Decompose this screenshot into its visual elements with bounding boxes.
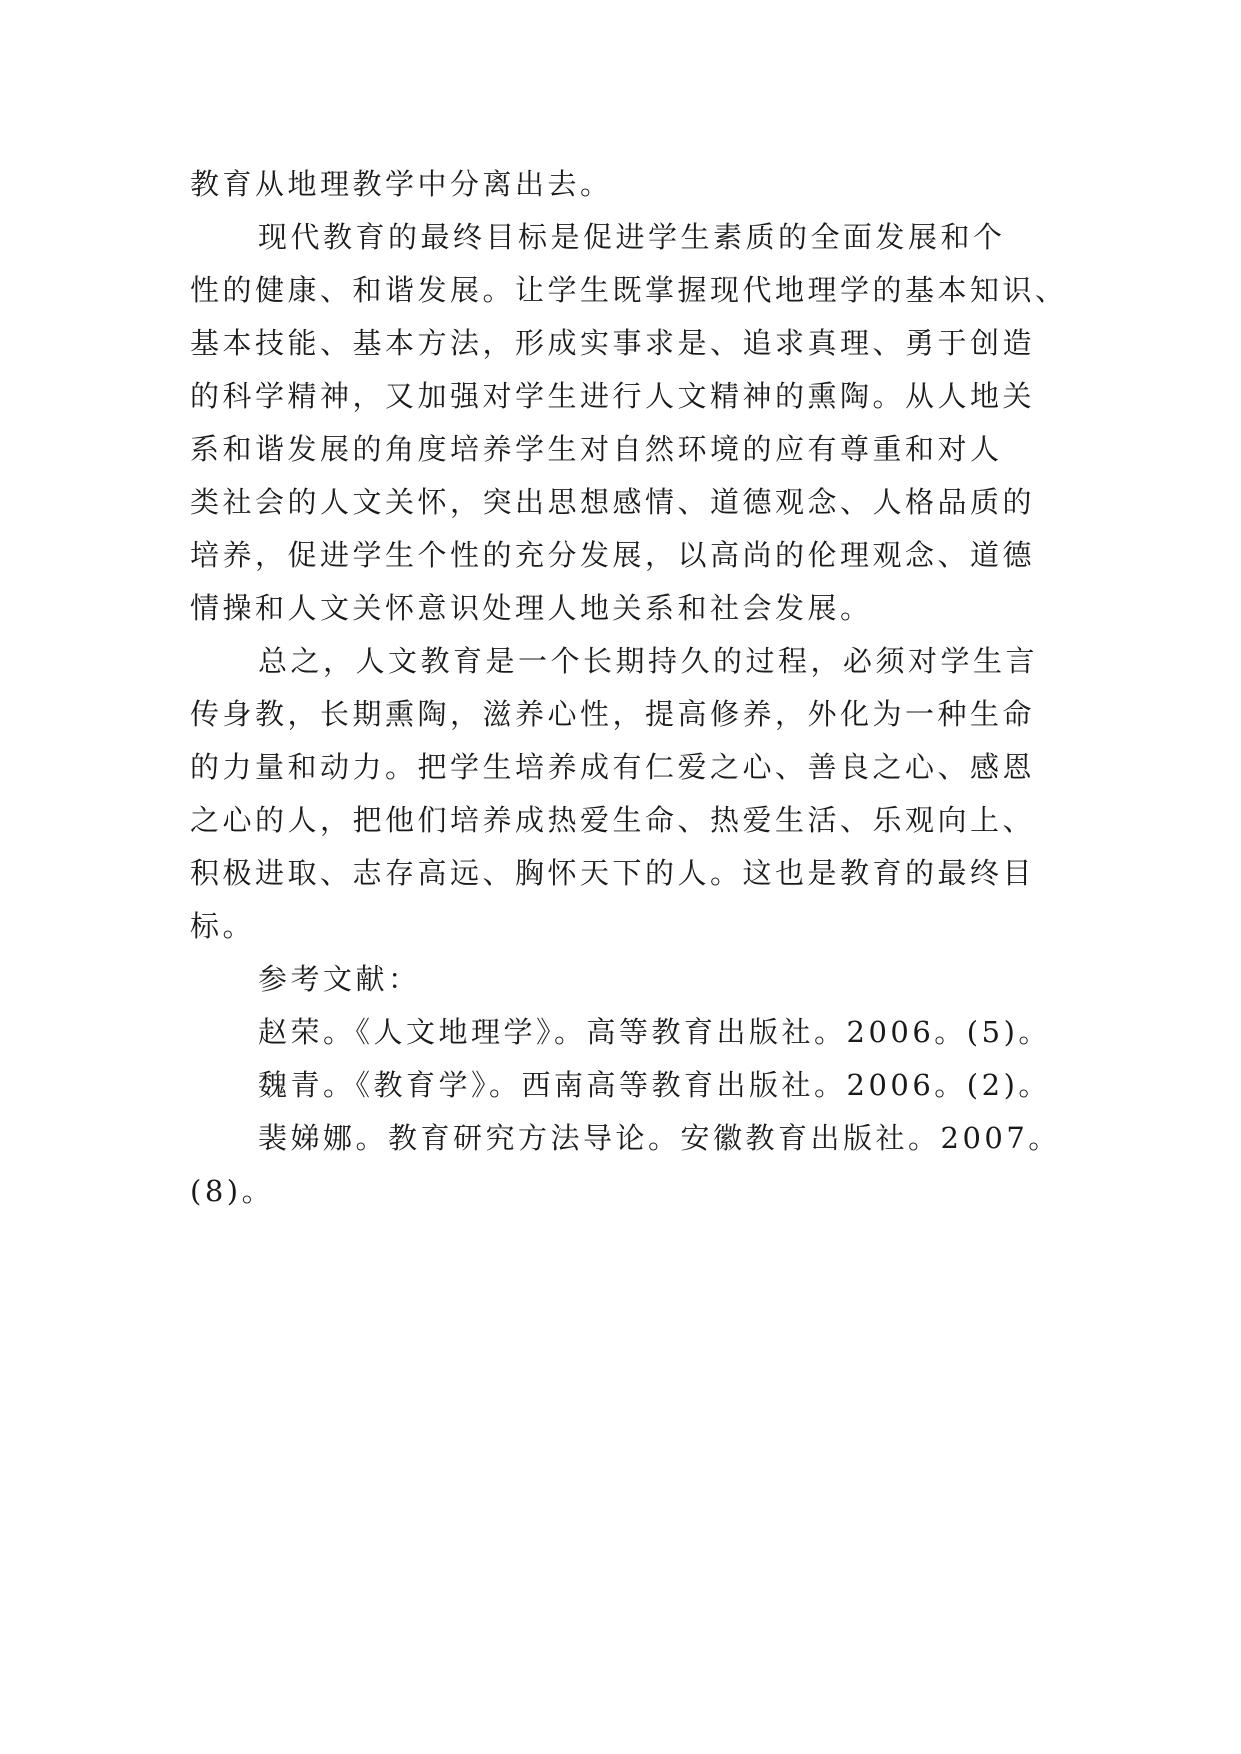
text-line: 传身教，长期熏陶，滋养心性，提高修养，外化为一种生命 xyxy=(190,697,1036,731)
paragraph-continuation xyxy=(190,158,1058,211)
text-line: 总之，人文教育是一个长期持久的过程，必须对学生言 xyxy=(258,644,1039,678)
text-line: 性的健康、和谐发展。让学生既掌握现代地理学的基本知识、 xyxy=(190,273,1068,307)
text-line: 的科学精神，又加强对学生进行人文精神的熏陶。从人地关 xyxy=(190,379,1036,413)
text-line: 现代教育的最终目标是促进学生素质的全面发展和个 xyxy=(258,220,1006,254)
reference-item: 裴娣娜。教育研究方法导论。安徽教育出版社。2007。 xyxy=(258,1121,1061,1155)
text-line: 基本技能、基本方法，形成实事求是、追求真理、勇于创造 xyxy=(190,326,1036,360)
text-line: 之心的人，把他们培养成热爱生命、热爱生活、乐观向上、 xyxy=(190,803,1036,837)
references-title: 参考文献： xyxy=(258,962,421,996)
text-line: 类社会的人文关怀，突出思想感情、道德观念、人格品质的 xyxy=(190,485,1036,519)
text-line: 培养，促进学生个性的充分发展，以高尚的伦理观念、道德 xyxy=(190,538,1036,572)
paragraph-education-goal xyxy=(190,211,1068,635)
references-section xyxy=(190,953,1061,1218)
reference-item-continuation: (8)。 xyxy=(190,1174,275,1208)
text-line: 积极进取、志存高远、胸怀天下的人。这也是教育的最终目 xyxy=(190,856,1036,890)
document-body xyxy=(190,158,1068,1218)
reference-item: 魏青。《教育学》。西南高等教育出版社。2006。(2)。 xyxy=(258,1068,1051,1102)
text-line: 教育从地理教学中分离出去。 xyxy=(190,167,613,201)
text-line: 系和谐发展的角度培养学生对自然环境的应有尊重和对人 xyxy=(190,432,1003,466)
reference-item: 赵荣。《人文地理学》。高等教育出版社。2006。(5)。 xyxy=(258,1015,1051,1049)
paragraph-summary xyxy=(190,635,1058,953)
text-line: 的力量和动力。把学生培养成有仁爱之心、善良之心、感恩 xyxy=(190,750,1036,784)
text-line: 情操和人文关怀意识处理人地关系和社会发展。 xyxy=(190,591,873,625)
text-line: 标。 xyxy=(190,909,256,943)
